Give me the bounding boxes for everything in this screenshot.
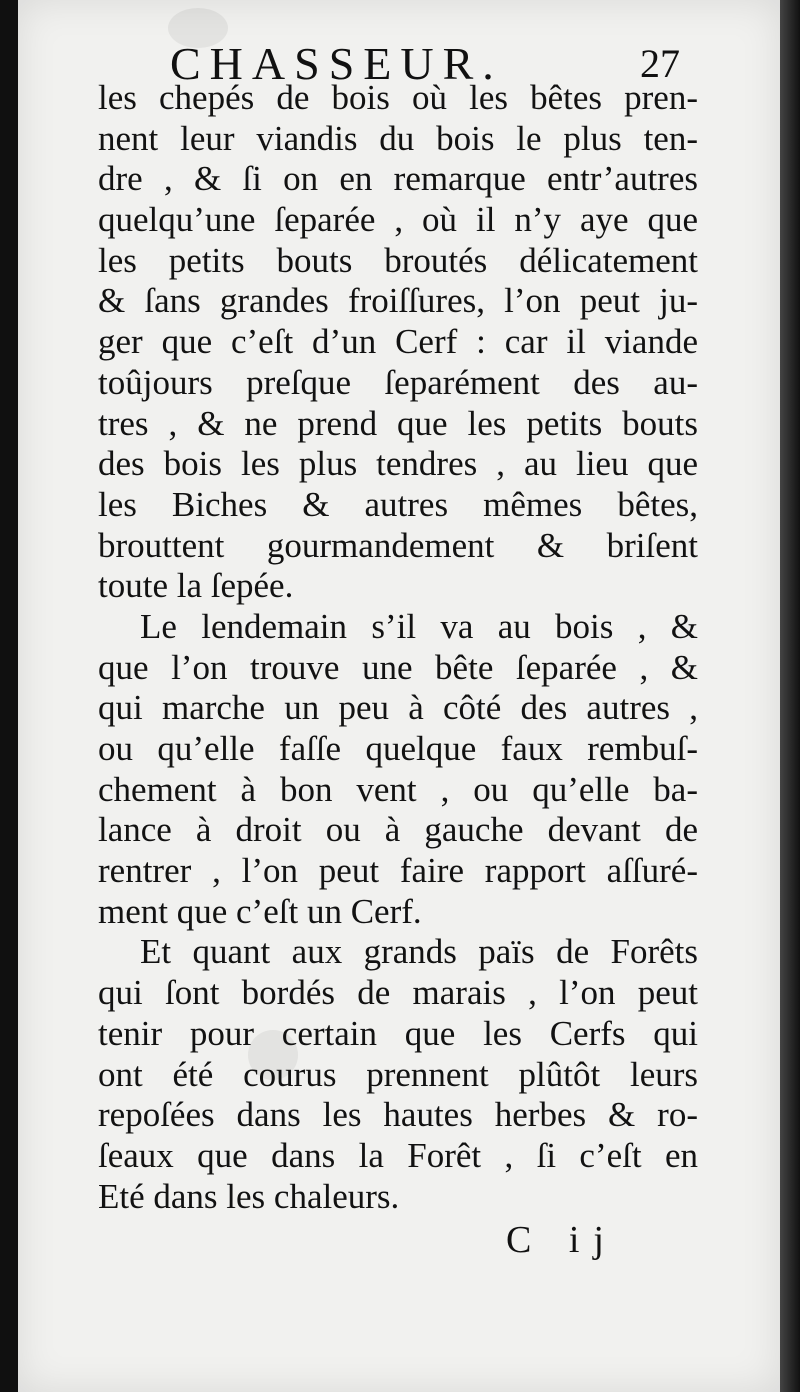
page-edge-shadow <box>780 0 800 1392</box>
paragraph-2 <box>98 607 698 933</box>
paragraph-3 <box>98 932 698 1217</box>
text-line: repoſées dans les hautes herbes & ro- <box>98 1095 698 1135</box>
page-number: 27 <box>640 41 680 86</box>
text-line: tenir pour certain que les Cerfs qui <box>98 1013 698 1053</box>
text-line: les petits bouts broutés délicatement <box>98 240 698 280</box>
text-line: nent leur viandis du bois le plus ten- <box>98 118 698 158</box>
text-line: quelqu’une ſeparée , où il n’y aye que <box>98 200 698 240</box>
text-line: ou qu’elle faſſe quelque faux rembuſ- <box>98 729 698 768</box>
text-line: des bois les plus tendres , au lieu que <box>98 444 698 484</box>
text-line: tres , & ne prend que les petits bouts <box>98 403 698 443</box>
text-line: qui ſont bordés de marais , l’on peut <box>98 973 698 1013</box>
signature-mark: C ij <box>506 1219 618 1261</box>
text-line: ment que c’eſt un Cerf. <box>98 891 422 931</box>
text-line: ont été courus prennent plûtôt leurs <box>98 1054 698 1094</box>
paragraph-1 <box>98 78 698 607</box>
text-line: toûjours preſque ſeparément des au- <box>98 362 698 402</box>
book-page <box>18 0 780 1392</box>
text-line: les chepés de bois où les bêtes pren- <box>98 78 698 117</box>
text-line: chement à bon vent , ou qu’elle ba- <box>98 769 698 809</box>
text-line: Eté dans les chaleurs. <box>98 1176 400 1216</box>
text-line: toute la ſepée. <box>98 566 294 606</box>
text-line: Le lendemain s’il va au bois , & <box>140 606 698 646</box>
text-line: Et quant aux grands païs de Forêts <box>140 932 698 972</box>
text-line: brouttent gourmandement & briſent <box>98 525 698 565</box>
running-title: CHASSEUR. <box>170 38 503 89</box>
text-line: ger que c’eſt d’un Cerf : car il viande <box>98 322 698 362</box>
text-line: & ſans grandes froiſſures, l’on peut ju- <box>98 281 698 321</box>
text-line: lance à droit ou à gauche devant de <box>98 810 698 850</box>
body-text <box>98 78 698 1217</box>
text-line: que l’on trouve une bête ſeparée , & <box>98 647 698 687</box>
text-line: dre , & ſi on en remarque entr’autres <box>98 159 698 199</box>
text-line: qui marche un peu à côté des autres , <box>98 688 698 728</box>
text-line: rentrer , l’on peut faire rapport aſſuré- <box>98 851 698 891</box>
text-line: les Biches & autres mêmes bêtes, <box>98 484 698 524</box>
text-line: ſeaux que dans la Forêt , ſi c’eſt en <box>98 1135 698 1175</box>
